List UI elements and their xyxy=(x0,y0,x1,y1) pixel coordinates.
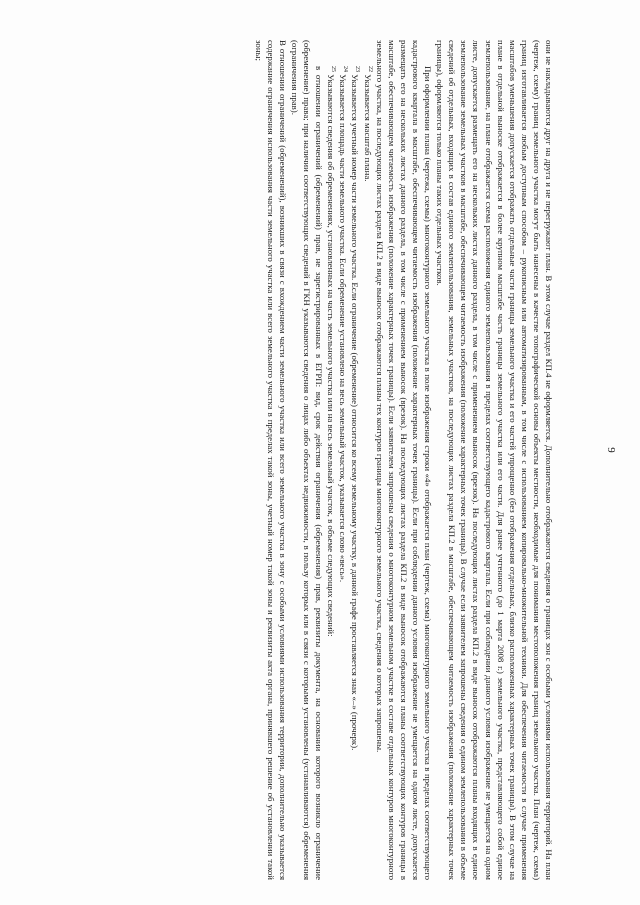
footnote-mark: 23 xyxy=(354,66,361,72)
paragraph-2: При оформлении плана (чертежа, схемы) многоконтурного земельного участка в поле изображения строки «4» отображается план (чертеж, схема) многоконтурного земельного участка в пределах соответствующего кадастрового квартала в масштабе, обеспечивающем читаемость изображения (положение характерных точек границы). Если при соблюдении данного условия изображение не умещается на одном листе, допускается размещать его на нескольких листах данного раздела, в том числе с применением выносок (врезок). На последующих листах раздела КП.2 в виде выносок отображаются планы соответствующих контуров границы в масштабе, обеспечивающем читаемость изображения (положение характерных точек границы). Если заявителем запрошены сведения о многоконтурном земельном участке в составе отдельных контуров многоконтурного земельного участка, на последующих листах раздела КП.2 в виде выносок отображаются планы тех контуров границы многоконтурного земельного участка, сведения о которых запрошены. xyxy=(374,40,434,880)
footnote-mark: 22 xyxy=(366,66,373,72)
footnote-23 xyxy=(349,40,361,880)
footnote-text: Указывается масштаб плана. xyxy=(362,74,373,182)
footnote-mark: 24 xyxy=(342,66,349,72)
footnote-25 xyxy=(325,40,337,880)
footnote-24 xyxy=(337,40,349,880)
closing-paragraph-1: в отношении ограничений (обременений) прав, не зарегистрированных в ЕГРП: вид, срок действия ограничения (обременения) прав, реквизиты документа, на основании которого возникло ограничение (обременение) права; при наличии соответствующих сведений в ГКН указываются сведения о лицах либо объектах недвижимости, в пользу которых или в связи с которыми установлены (устанавливаются) обременения (ограничения прав). xyxy=(290,40,325,880)
footnote-22 xyxy=(362,40,374,880)
footnote-text: Указывается площадь части земельного участка. Если обременение установлено на весь земельный участок, указывается слово «весь». xyxy=(338,74,349,583)
page-number: 9 xyxy=(605,447,617,453)
closing-paragraph-2: В отношении ограничений (обременений), возникших в связи с вхождением части земельного участка или всего земельного участка в зону с особыми условиями использования территории, дополнительно указывается содержание ограничения использования части земельного участка или всего земельного участка в пределах такой зоны, учетный номер такой зоны и реквизиты акта органа, принявшего решение об установлении такой зоны; xyxy=(253,40,288,880)
footnote-text: Указываются сведения об обременениях, установленных на часть земельного участка или на весь земельный участок, в объеме следующих сведений: xyxy=(326,74,337,637)
rotated-text-body xyxy=(100,40,555,880)
paragraph-1: они не накладываются друг на друга и не перегружают план. В этом случае раздел КП.4 не оформляется. Дополнительно отображаются сведения о границах зон с особыми условиями использования территорий. На план (чертеж, схему) границ земельного участка могут быть нанесены в качестве топографической основы объекты местности, необходимые для понимания местоположения границ земельного участка. План (чертеж, схема) границ изготавливается любым доступным способом – рукописным или автоматизированным, в том числе с использованием копировально-множительной техники. Для обеспечения читаемости в случае применения масштабов уменьшения допускается отображать отдельные части границы земельного участка и его частей упрощенно (без отображения отдельных, близко расположенных характерных точек границы). В этом случае на плане в отдельной выноске отображается в более крупном масштабе часть границы земельного участка или его части. Для ранее учтенного (до 1 марта 2008 г.) земельного участка, представляющего собой единое землепользование, на плане отображается схема расположения единого землепользования в пределах соответствующего кадастрового квартала. Если при соблюдении данного условия изображение не умещается на одном листе, допускается размещать его на нескольких листах данного раздела, в том числе с применением выносок (врезок). На последующих листах раздела КП.2 в виде выносок отображаются планы входящих в единое землепользование земельных участков в масштабе, обеспечивающем читаемость изображения (положение характерных точек границы). В случае если заявителем запрошены сведения о едином землепользовании в объеме сведений об отдельных, входящих в состав единого землепользования, земельных участков, на последующих листах раздела КП.2 в масштабе, обеспечивающем читаемость изображения (положение характерных точек границы), оформляются только планы таких отдельных участков. xyxy=(435,40,554,880)
footnote-mark: 25 xyxy=(330,66,337,72)
footnote-text: Указывается учетный номер части земельного участка. Если ограничение (обременение) относится ко всему земельному участку, в данной графе проставляется знак «–» (прочерк). xyxy=(350,74,361,751)
